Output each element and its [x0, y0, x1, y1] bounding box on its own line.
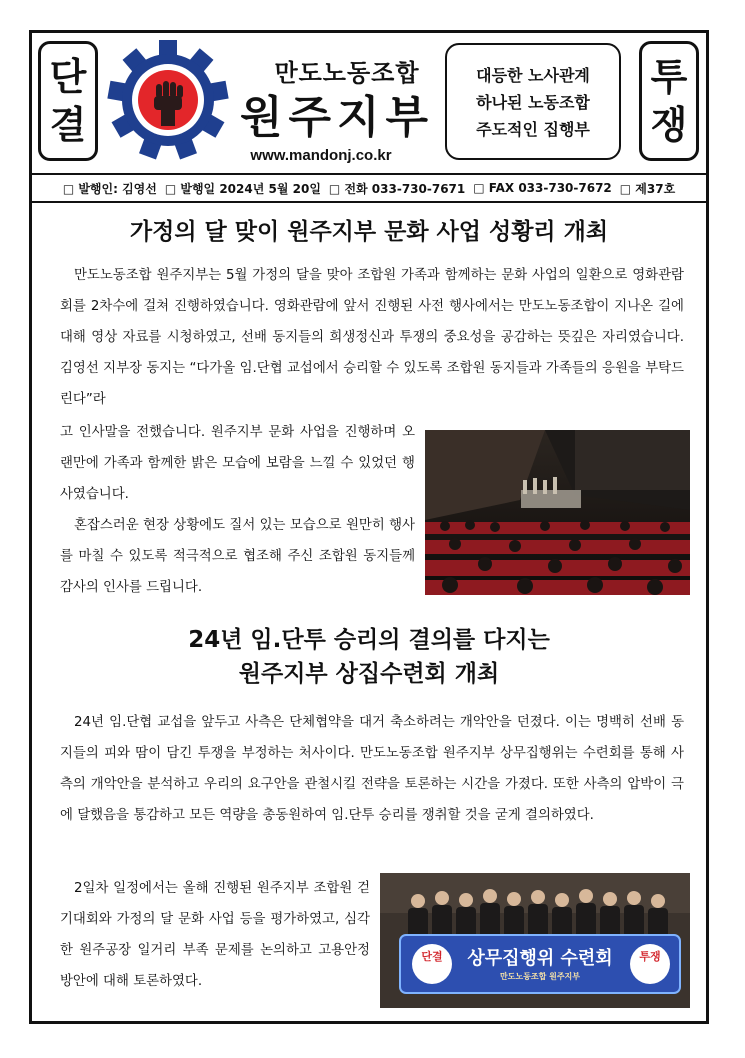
cinema-event-photo: [425, 430, 690, 595]
masthead: [32, 33, 706, 175]
banner-unity-badge: 단결: [421, 950, 443, 963]
branch-name: 원주지부: [239, 92, 434, 143]
group-photo-background: [380, 873, 690, 1008]
slogan-line: 주도적인 집행부: [476, 120, 590, 139]
slogan-box: [445, 43, 621, 160]
struggle-box: [639, 41, 699, 161]
struggle-char-2: 쟁: [650, 103, 688, 147]
article1-paragraph: 만도노동조합 원주지부는 5월 가정의 달을 맞아 조합원 가족과 함께하는 문화 사업의 일환으로 영화관람회를 2차수에 걸쳐 진행하였습니다. 영화관람에 앞서 진행된 사전 행사에서는 만도노동조합이 지나온 길에 대해 영상 자료를 시청하였고, 선배 동지들의 희생정신과 투쟁의 중요성을 공감하는 뜻깊은 자리였습니다. 김영선 지부장 동지는 “다가올 임.단협 교섭에서 승리할 수 있도록 조합원 동지들과 가족들의 응원을 부탁드린다”라: [60, 268, 684, 407]
struggle-char-1: 투: [650, 55, 688, 99]
article2-side-paragraph: 2일차 일정에서는 올해 진행된 원주지부 조합원 걷기대회와 가정의 달 문화 사업 등을 평가하였고, 심각한 원주공장 일거리 부족 문제를 논의하고 고용안정 방안에 대해 토론하였다.: [60, 881, 370, 989]
article1-side-paragraph-2: 혼잡스러운 현장 상황에도 질서 있는 모습으로 원만히 행사를 마칠 수 있도록 적극적으로 협조해 주신 조합원 동지들께 감사의 인사를 드립니다.: [60, 518, 415, 595]
phone: □ 전화 033-730-7671: [328, 181, 466, 196]
workshop-group-photo: [380, 873, 690, 1008]
unity-char-2: 결: [49, 103, 87, 147]
union-name: 만도노동조합: [274, 59, 420, 87]
issue-number: □ 제37호: [619, 181, 676, 196]
article2-title-line1: 24년 임.단투 승리의 결의를 다지는: [188, 627, 550, 653]
union-gear-fist-logo: [107, 39, 229, 161]
banner-struggle-badge: 투쟁: [639, 950, 661, 963]
newsletter-frame: [29, 30, 709, 1024]
banner-title: 상무집행위 수련회: [467, 948, 613, 969]
publication-info-bar: [32, 175, 706, 203]
unity-box: [38, 41, 98, 161]
publish-date: □ 발행일 2024년 5월 20일: [164, 181, 321, 196]
article2-paragraph: 24년 임.단협 교섭을 앞두고 사측은 단체협약을 대거 축소하려는 개악안을 던졌다. 이는 명백히 선배 동지들의 피와 땀이 담긴 투쟁을 부정하는 처사이다. 만도노동조합 원주지부 상무집행위는 수련회를 통해 사측의 개악안을 분석하고 우리의 요구안을 관철시킬 전략을 토론하는 시간을 가졌다. 또한 사측의 압박이 극에 달했음을 통감하고 모든 역량을 총동원하여 임.단투 승리를 쟁취할 것을 굳게 결의하였다.: [60, 715, 684, 823]
slogan-line: 하나된 노동조합: [476, 93, 590, 112]
publisher: □ 발행인: 김영선: [62, 181, 157, 196]
article2-title-line2: 원주지부 상집수련회 개최: [238, 661, 500, 687]
article1-side-paragraph: 고 인사말을 전했습니다. 원주지부 문화 사업을 진행하며 오랜만에 가족과 함께한 밝은 모습에 보람을 느낄 수 있었던 행사였습니다.: [60, 425, 415, 502]
banner-subtitle: 만도노동조합 원주지부: [499, 972, 581, 981]
website-url[interactable]: www.mandonj.co.kr: [240, 145, 402, 167]
fax: □ FAX 033-730-7672: [473, 181, 612, 195]
unity-char-1: 단: [49, 55, 87, 99]
article1-title: 가정의 달 맞이 원주지부 문화 사업 성황리 개최: [129, 219, 609, 245]
slogan-line: 대등한 노사관계: [476, 66, 590, 85]
